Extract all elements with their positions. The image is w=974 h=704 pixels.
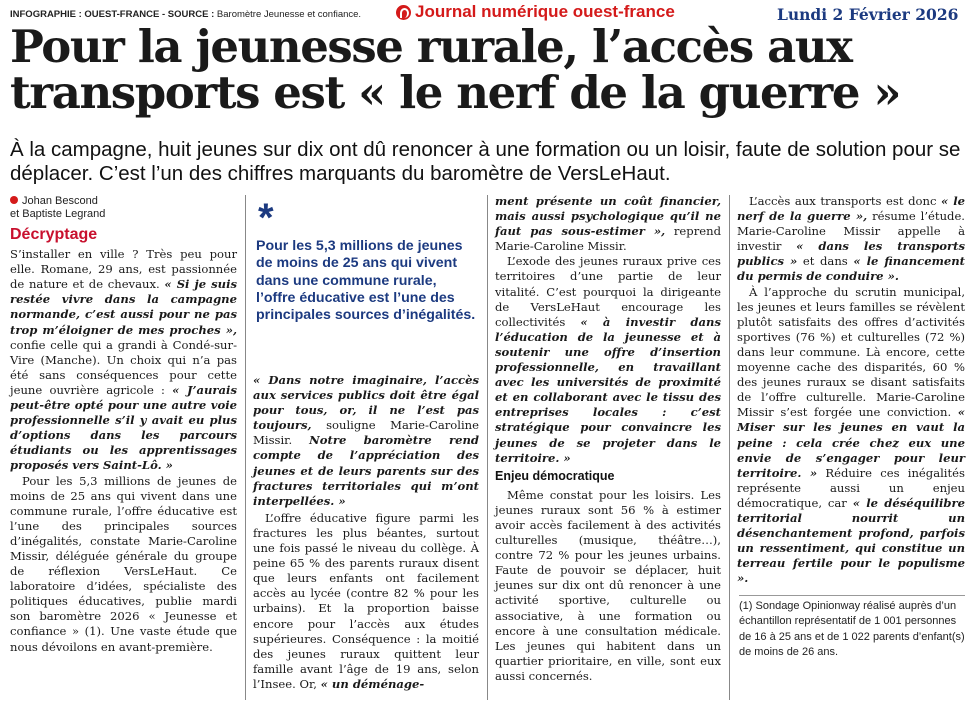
text-run: Réduire ces inégalités représente aussi un enjeu démocratique, car <box>737 465 965 510</box>
quote: « Si je suis restée vivre dans la campagne normande, c’est aussi pour ne pas trop m’éloigner de mes proches », <box>10 277 237 337</box>
quote: « J’aurais peut-être opté pour une autre voie professionnelle s’il y avait eu plus d’options dans les parcours étudiants ou les apprentissages proposés vers Saint-Lô. » <box>10 382 237 473</box>
publication-date: Lundi 2 Février 2026 <box>777 5 959 24</box>
text-run: souligne Marie-Caroline Missir. <box>253 418 479 448</box>
quote: « dans les transports publics » <box>737 239 965 269</box>
headline-line-2: transports est « le nerf de la guerre » <box>10 66 901 119</box>
ouest-france-logo-icon <box>396 5 411 20</box>
text-run: L’offre éducative figure parmi les fractures les plus béantes, surtout une fois passé le niveau du collège. À peine 65 % des parents ruraux disent que leurs enfants ont facilement accès au lycée (contre 82 % pour les urbains). Et la proportion baisse encore pour l’accès aux études supérieures. Conséquence : la moitié des jeunes ruraux quittent leur famille avant l’âge de 19 ans, selon l’Insee. Or, <box>253 510 479 691</box>
byline-author-1: Johan Bescond <box>22 195 98 207</box>
credit-label: INFOGRAPHIE : OUEST-FRANCE - SOURCE : <box>10 9 215 20</box>
paragraph: Même constat pour les loisirs. Les jeunes ruraux sont 56 % à estimer avoir accès facilement à des activités culturelles (musique, théâtre…), contre 72 % pour les jeunes urbains. Faute de pouvoir se déplacer, huit jeunes sur dix ont dû renoncer à une activité sportive, culturelle ou associative, à une formation ou encore à une consultation médicale. Les jeunes qui habitent dans un quartier prioritaire, en ville, sont eux aussi concernés. <box>495 487 721 683</box>
paragraph <box>253 373 479 509</box>
footnote: (1) Sondage Opinionway réalisé auprès d’un échantillon représentatif de 1 001 personnes de 16 à 25 ans et de 1 022 parents d’enfant(s) de moins de 26 ans. <box>739 595 965 660</box>
column-1 <box>10 195 237 655</box>
article-subtitle: À la campagne, huit jeunes sur dix ont dû renoncer à une formation ou un loisir, faute de solution pour se déplacer. C’est l’un des chiffres marquants du baromètre de VersLeHaut. <box>10 138 961 185</box>
text-run: À l’approche du scrutin municipal, les jeunes et leurs familles se révèlent plutôt satisfaits des offres d’activités sportives (76 %) et culturelles (72 %) dans leur commune. Là encore, cette moyenne cache des disparités, 60 % des jeunes ruraux se disant satisfaits de l’offre culturelle. Marie-Caroline Missir s’est forgée une conviction. <box>737 284 965 420</box>
paragraph <box>10 247 237 473</box>
paragraph <box>737 285 965 587</box>
paragraph <box>495 254 721 465</box>
text-run: L’accès aux transports est donc <box>749 194 937 208</box>
column-divider <box>487 195 488 700</box>
text-run: L’exode des jeunes ruraux prive ces territoires d’une partie de leur vitalité. C’est pourquoi la dirigeante de VersLeHaut encourage les collectivités <box>495 254 721 329</box>
quote: « Miser sur les jeunes en vaut la peine : cela crée chez eux une envie de s’engager pour leur territoire. » <box>737 405 965 480</box>
infographic-credit <box>10 9 361 20</box>
quote: ment présente un coût financier, mais aussi psychologique qu’il ne faut pas sous-estimer », <box>495 194 721 239</box>
column-divider <box>245 195 246 700</box>
journal-title-text: Journal numérique ouest-france <box>415 2 675 21</box>
text-run: et dans <box>802 254 848 269</box>
paragraph <box>737 194 965 285</box>
byline-author-2: et Baptiste Legrand <box>10 208 106 220</box>
quote: « le nerf de la guerre », <box>737 194 965 224</box>
column-2 <box>253 373 479 692</box>
pull-quote: Pour les 5,3 millions de jeunes de moins de 25 ans qui vivent dans une commune rurale, l’offre éducative est l’une des principales sources d’inégalités. <box>256 238 476 324</box>
quote: « Dans notre imaginaire, l’accès aux services publics doit être égal pour tous, or, il ne l’est pas toujours, <box>253 373 479 433</box>
quote: « un déménage- <box>320 676 425 691</box>
quote: « le déséquilibre territorial nourrit un désenchantement profond, parfois un ressentiment, qui constitue un terreau fertile pour le populisme ». <box>737 495 966 586</box>
column-divider <box>729 195 730 700</box>
text-run: confie celle qui a grandi à Condé-sur-Vire (Manche). Un choix qui n’a pas été sans conséquences pour cette jeune ouvrière agricole : <box>10 337 237 397</box>
section-label: Décryptage <box>10 226 98 243</box>
column-3 <box>495 194 721 684</box>
headline-line-1: Pour la jeunesse rurale, l’accès aux <box>10 20 852 73</box>
asterisk-icon: * <box>258 196 274 240</box>
headline <box>10 20 970 119</box>
bullet-icon <box>10 196 18 204</box>
quote: « à investir dans l’éducation de la jeunesse et à soutenir une offre d’insertion professionnelle, en travaillant avec les universités de proximité et en collaborant avec le tissu des entreprises locales : c’est stratégique pour convaincre les jeunes de se projeter dans le territoire. » <box>495 314 721 465</box>
quote: Notre baromètre rend compte de l’appréciation des jeunes et de leurs parents sur des fractures territoriales qui m’ont interpellées. » <box>253 433 479 508</box>
paragraph <box>253 511 479 692</box>
column-4 <box>737 194 965 586</box>
quote: « le financement du permis de conduire ». <box>737 254 966 284</box>
credit-text: Baromètre Jeunesse et confiance. <box>216 9 362 20</box>
subheading: Enjeu démocratique <box>495 468 615 483</box>
text-run: reprend Marie-Caroline Missir. <box>495 224 722 254</box>
paragraph: Pour les 5,3 millions de jeunes de moins de 25 ans qui vivent dans une commune rurale, l’offre éducative est l’une des principales sources d’inégalités, constate Marie-Caroline Missir, déléguée générale du groupe de réflexion VersLeHaut. Ce laboratoire d’idées, spécialiste des politiques éducatives, publie mardi son baromètre 2026 « Jeunesse et confiance » (1). Une vaste étude que nous dévoilons en avant-première. <box>10 473 237 654</box>
byline <box>10 195 237 221</box>
text-run: S’installer en ville ? Très peu pour elle. Romane, 29 ans, est passionnée de nature et de chevaux. <box>10 247 237 292</box>
text-run: résume l’étude. Marie-Caroline Missir appelle à investir <box>737 209 965 254</box>
journal-title[interactable] <box>396 2 675 22</box>
paragraph <box>495 194 721 254</box>
